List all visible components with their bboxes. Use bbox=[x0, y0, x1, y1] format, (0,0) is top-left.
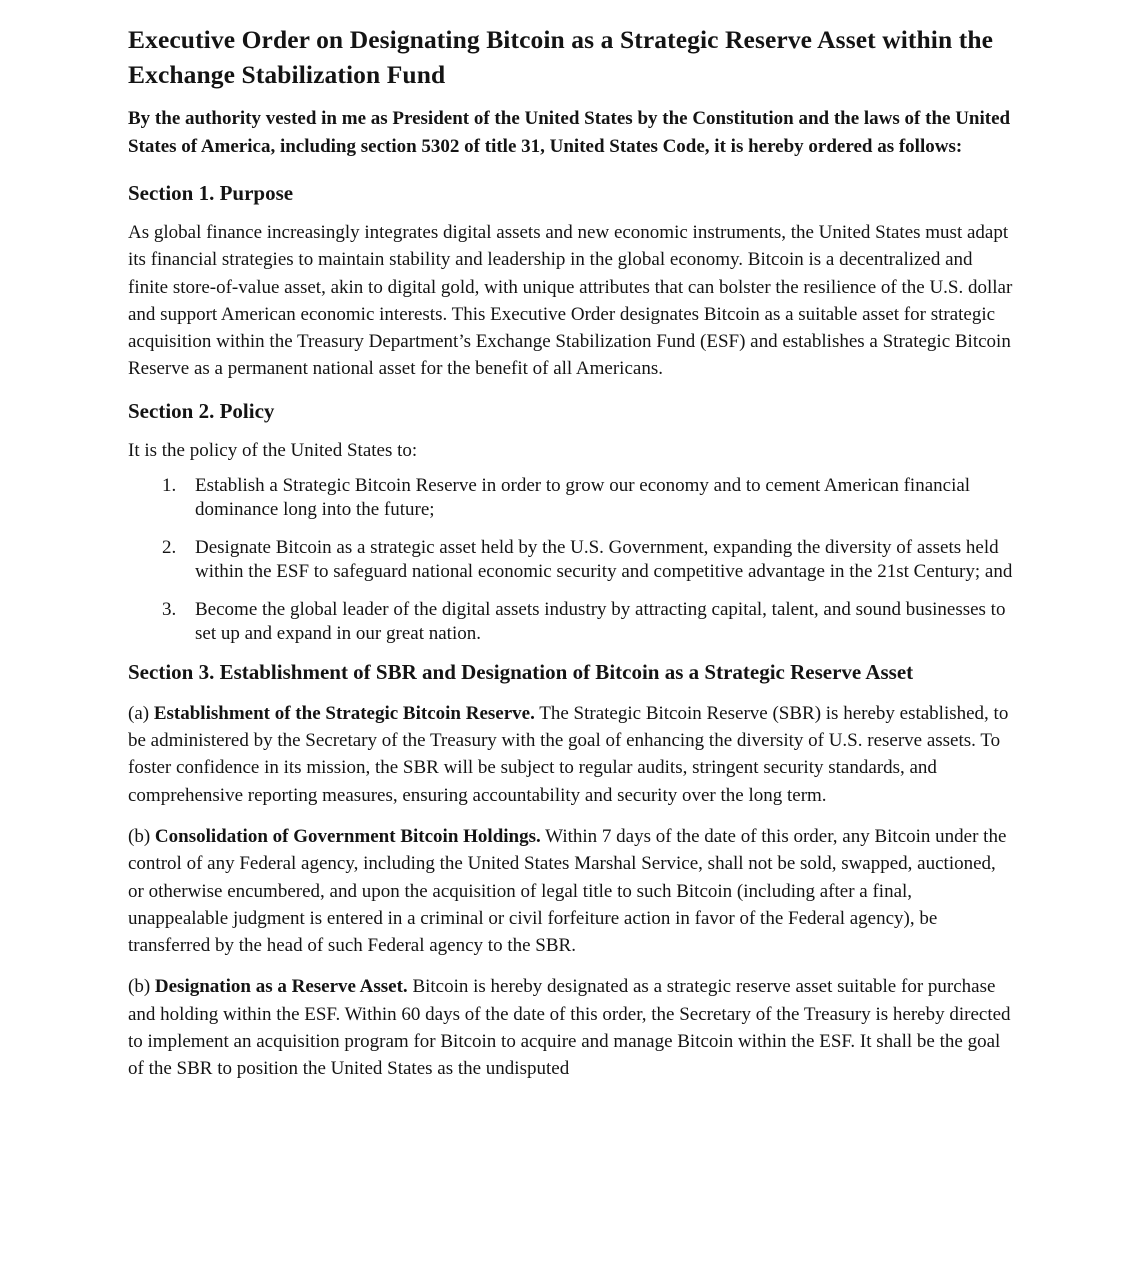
section-3-paragraph-a bbox=[128, 700, 1013, 809]
paragraph-label: (b) bbox=[128, 825, 155, 847]
section-3-paragraph-b bbox=[128, 823, 1013, 959]
policy-item-2 bbox=[128, 536, 1013, 584]
section-2-intro: It is the policy of the United States to: bbox=[128, 439, 418, 461]
paragraph-text: The Strategic Bitcoin Reserve (SBR) is hereby established, to be administered by the Secretary of the Treasury with the goal of enhancing the diversity of U.S. reserve assets. To foster confidence in its mission, the SBR will be subject to regular audits, stringent security standards, and comprehensive reporting measures, ensuring accountability and security over the long term. bbox=[128, 702, 1009, 806]
policy-item-3 bbox=[128, 598, 1013, 646]
section-3-heading: Section 3. Establishment of SBR and Designation of Bitcoin as a Strategic Reserve Asset bbox=[128, 659, 914, 684]
policy-item-text: Designate Bitcoin as a strategic asset held by the U.S. Government, expanding the diversity of assets held within the ESF to safeguard national economic security and competitive advantage in the 21st Century; and bbox=[195, 536, 1013, 582]
paragraph-label: (a) bbox=[128, 702, 154, 724]
paragraph-lead: Establishment of the Strategic Bitcoin Reserve. bbox=[153, 702, 535, 724]
preamble: By the authority vested in me as President of the United States by the Constitution and the laws of the United States of America, including section 5302 of title 31, United States Code, it is hereby ordered as follows: bbox=[128, 108, 1011, 157]
paragraph-text: Within 7 days of the date of this order, any Bitcoin under the control of any Federal agency, including the United States Marshal Service, shall not be sold, swapped, auctioned, or otherwise encumbered, and upon the acquisition of legal title to such Bitcoin (including after a final, unappealable judgment is entered in a criminal or civil forfeiture action in favor of the Federal agency), be transferred by the head of such Federal agency to the SBR. bbox=[128, 825, 1007, 957]
document-title: Executive Order on Designating Bitcoin as a Strategic Reserve Asset within the Exchange Stabilization Fund bbox=[128, 25, 994, 89]
section-1-body: As global finance increasingly integrates digital assets and new economic instruments, the United States must adapt its financial strategies to maintain stability and leadership in the global economy. Bitcoin is a decentralized and finite store-of-value asset, akin to digital gold, with unique attributes that can bolster the resilience of the U.S. dollar and support American economic interests. This Executive Order designates Bitcoin as a suitable asset for strategic acquisition within the Treasury Department’s Exchange Stabilization Fund (ESF) and establishes a Strategic Bitcoin Reserve as a permanent national asset for the benefit of all Americans. bbox=[128, 222, 1013, 380]
paragraph-lead: Consolidation of Government Bitcoin Holdings. bbox=[154, 825, 541, 847]
list-number: 1. bbox=[162, 474, 177, 496]
document-page bbox=[128, 22, 1013, 1097]
policy-item-1 bbox=[128, 474, 1013, 522]
paragraph-label: (b) bbox=[128, 976, 155, 998]
list-number: 2. bbox=[162, 536, 177, 558]
paragraph-lead: Designation as a Reserve Asset. bbox=[154, 976, 408, 998]
section-2-heading: Section 2. Policy bbox=[128, 398, 275, 423]
policy-item-text: Establish a Strategic Bitcoin Reserve in order to grow our economy and to cement American financial dominance long into the future; bbox=[195, 474, 971, 520]
section-1-heading: Section 1. Purpose bbox=[128, 181, 294, 205]
paragraph-text: Bitcoin is hereby designated as a strategic reserve asset suitable for purchase and holding within the ESF. Within 60 days of the date of this order, the Secretary of the Treasury is hereby directed to implement an acquisition program for Bitcoin to acquire and manage Bitcoin within the ESF. It shall be the goal of the SBR to position the United States as the undisputed bbox=[128, 976, 1011, 1080]
list-number: 3. bbox=[162, 598, 177, 620]
policy-item-text: Become the global leader of the digital assets industry by attracting capital, talent, and sound businesses to set up and expand in our great nation. bbox=[195, 598, 1006, 644]
section-3-paragraph-c bbox=[128, 973, 1013, 1082]
policy-list bbox=[128, 474, 1013, 646]
